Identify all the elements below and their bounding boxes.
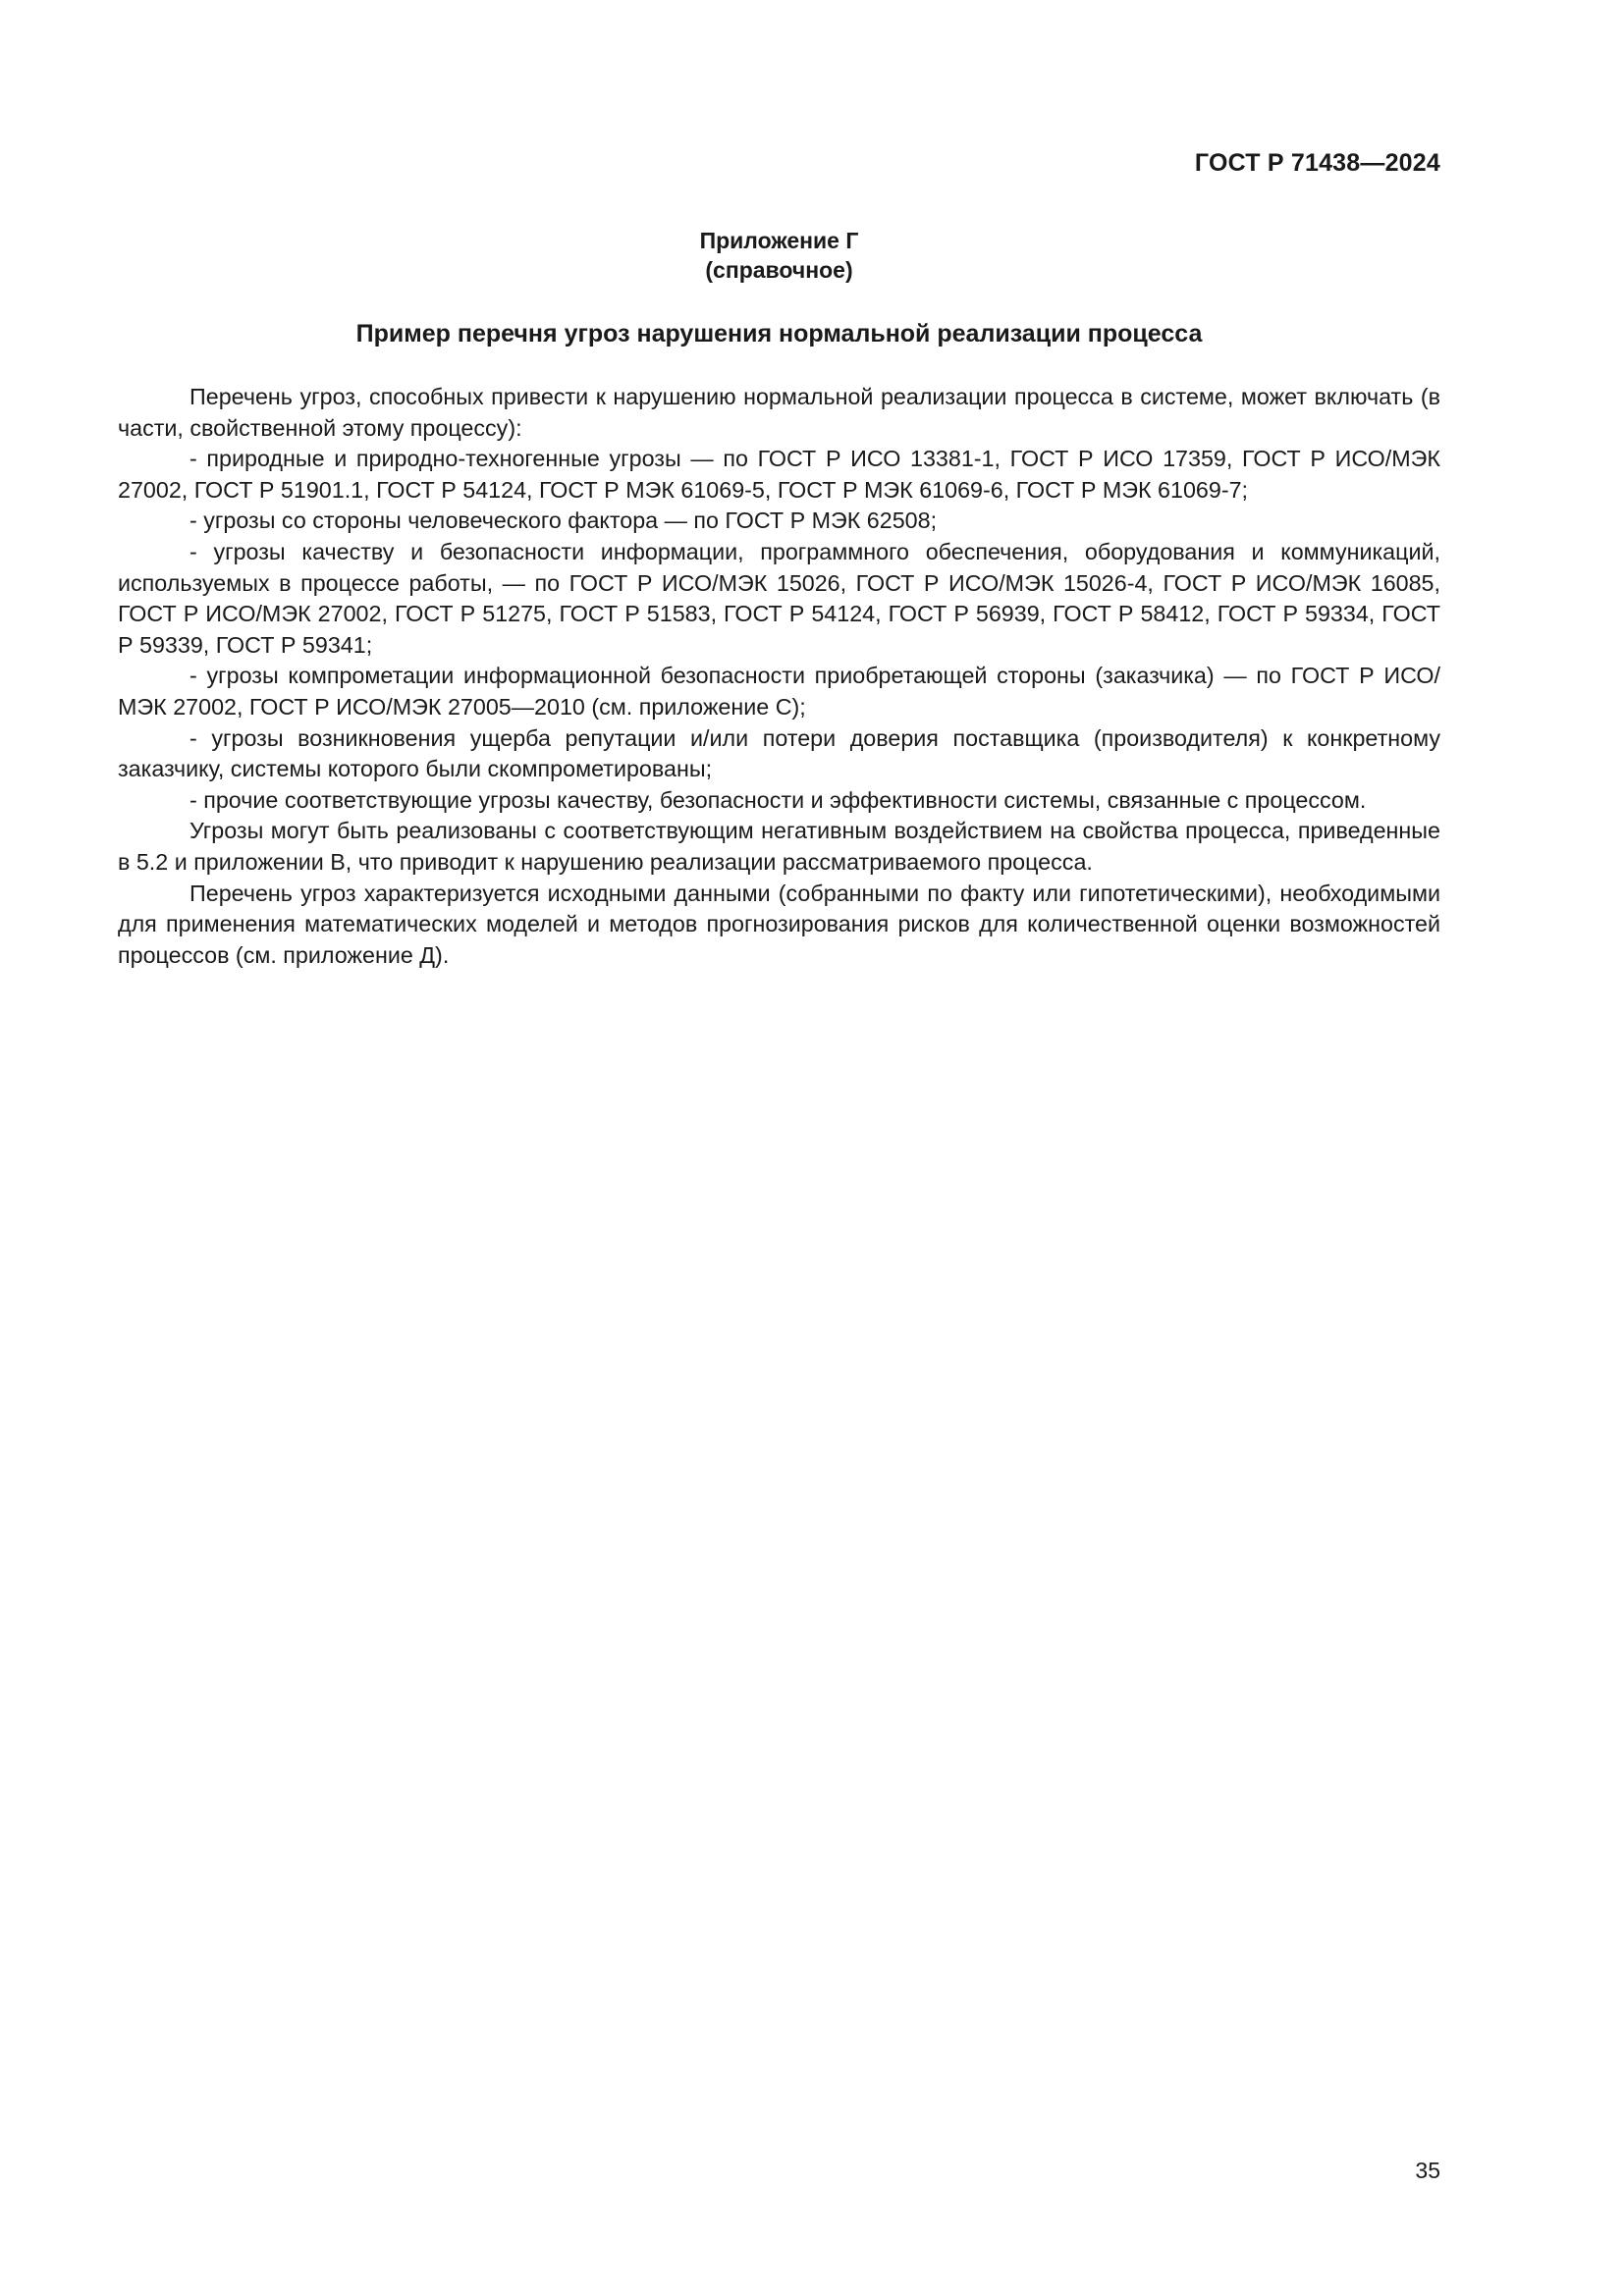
- annex-heading: [118, 226, 1440, 285]
- body-text: [118, 382, 1440, 971]
- paragraph-characterization: Перечень угроз характеризуется исходными данными (собранными по факту или гипотетическими), необходимыми для применения математических моделей и методов прогнозирования рисков для количественной оценки возможностей процессов (см. приложение Д).: [118, 880, 1440, 968]
- paragraph-intro: Перечень угроз, способных привести к нарушению нормальной реализации процесса в системе, может включать (в части, свойственной этому процессу):: [118, 384, 1440, 441]
- standard-code: ГОСТ Р 71438—2024: [1194, 149, 1440, 177]
- annex-label: Приложение Г: [699, 228, 859, 253]
- list-item-human-factor: - угрозы со стороны человеческого фактора — по ГОСТ Р МЭК 62508;: [189, 507, 938, 534]
- list-item-natural-threats: - природные и природно-техногенные угрозы — по ГОСТ Р ИСО 13381-1, ГОСТ Р ИСО 17359, ГОСТ Р ИСО/МЭК 27002, ГОСТ Р 51901.1, ГОСТ Р 54124, ГОСТ Р МЭК 61069-5, ГОСТ Р МЭК 61069-6, ГОСТ Р МЭК 61069-7;: [118, 446, 1440, 503]
- list-item-other-threats: - прочие соответствующие угрозы качеству, безопасности и эффективности системы, связанные с процессом.: [189, 786, 1367, 813]
- annex-title: Пример перечня угроз нарушения нормальной реализации процесса: [355, 320, 1203, 347]
- list-item-customer-compromise: - угрозы компрометации информационной безопасности приобретающей стороны (заказчика) — по ГОСТ Р ИСО/МЭК 27002, ГОСТ Р ИСО/МЭК 27005—2010 (см. приложение С);: [118, 663, 1440, 720]
- page-number: 35: [1415, 2158, 1440, 2183]
- list-item-reputation-damage: - угрозы возникновения ущерба репутации и/или потери доверия поставщика (производителя) к конкретному заказчику, системы которого были скомпрометированы;: [118, 724, 1440, 782]
- paragraph-realization: Угрозы могут быть реализованы с соответствующим негативным воздействием на свойства процесса, приведенные в 5.2 и приложении В, что приводит к нарушению реализации рассматриваемого процесса.: [118, 818, 1440, 875]
- annex-status: (справочное): [705, 257, 853, 283]
- list-item-information-quality: - угрозы качеству и безопасности информации, программного обеспечения, оборудования и коммуникаций, используемых в процессе работы, — по ГОСТ Р ИСО/МЭК 15026, ГОСТ Р ИСО/МЭК 15026-4, ГОСТ Р ИСО/МЭК 16085, ГОСТ Р ИСО/МЭК 27002, ГОСТ Р 51275, ГОСТ Р 51583, ГОСТ Р 54124, ГОСТ Р 56939, ГОСТ Р 58412, ГОСТ Р 59334, ГОСТ Р 59339, ГОСТ Р 59341;: [118, 538, 1440, 658]
